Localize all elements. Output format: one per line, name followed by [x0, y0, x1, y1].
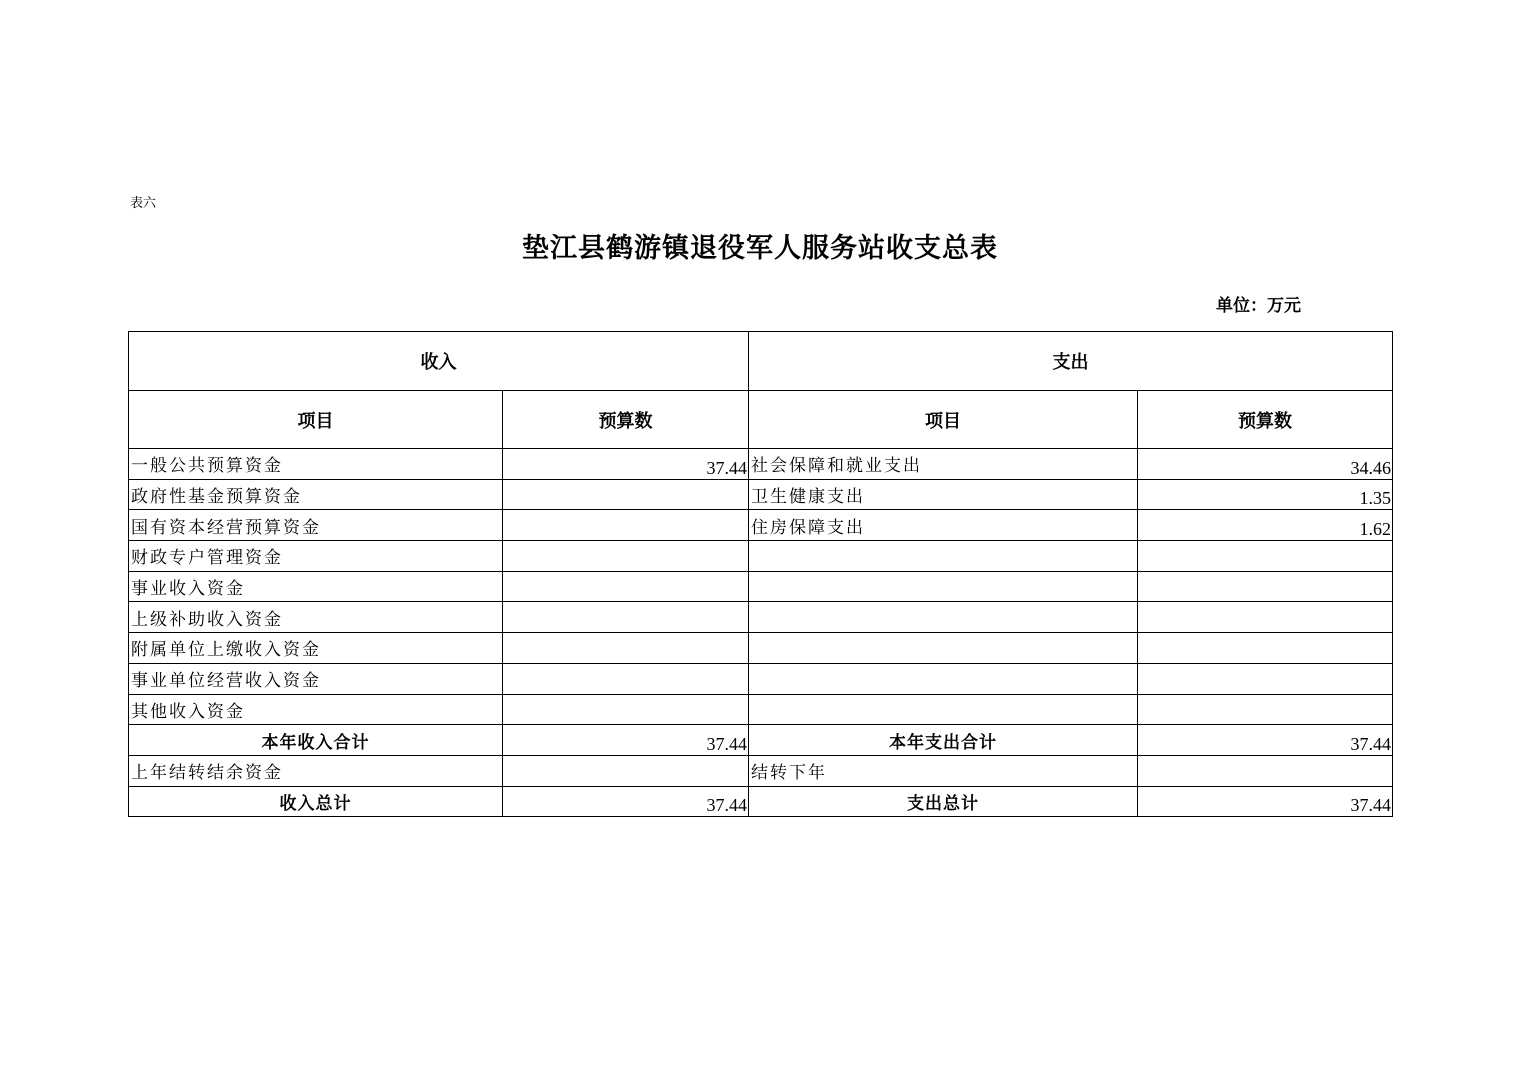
- section-header-row: [129, 332, 1393, 391]
- income-budget-column-header: 预算数: [503, 391, 749, 449]
- table-row: [129, 694, 1393, 725]
- expense-item-cell: [749, 694, 1138, 725]
- income-item-cell: 其他收入资金: [129, 694, 503, 725]
- income-item-cell: 国有资本经营预算资金: [129, 510, 503, 541]
- expense-budget-column-header: 预算数: [1138, 391, 1393, 449]
- income-budget-cell: [503, 571, 749, 602]
- table-row: [129, 571, 1393, 602]
- unit-label: 单位：万元: [1216, 296, 1301, 316]
- carryover-row-income-label: 上年结转结余资金: [129, 755, 503, 786]
- carryover-row-income-value: [503, 755, 749, 786]
- income-budget-cell: [503, 602, 749, 633]
- income-item-cell: 一般公共预算资金: [129, 449, 503, 480]
- income-item-cell: 上级补助收入资金: [129, 602, 503, 633]
- year-total-row: [129, 725, 1393, 756]
- year-total-row-expense-value: 37.44: [1138, 725, 1393, 756]
- income-item-cell: 事业收入资金: [129, 571, 503, 602]
- income-item-cell: 附属单位上缴收入资金: [129, 633, 503, 664]
- expense-item-cell: 住房保障支出: [749, 510, 1138, 541]
- table-row: [129, 602, 1393, 633]
- expense-budget-cell: 1.62: [1138, 510, 1393, 541]
- income-section-header: 收入: [129, 332, 749, 391]
- grand-total-row-income-label: 收入总计: [129, 786, 503, 817]
- grand-total-row-expense-value: 37.44: [1138, 786, 1393, 817]
- income-item-cell: 政府性基金预算资金: [129, 479, 503, 510]
- carryover-row-expense-value: [1138, 755, 1393, 786]
- expense-item-cell: [749, 633, 1138, 664]
- expense-budget-cell: [1138, 571, 1393, 602]
- expense-item-cell: 卫生健康支出: [749, 479, 1138, 510]
- table-number: 表六: [130, 196, 157, 211]
- income-item-cell: 事业单位经营收入资金: [129, 663, 503, 694]
- expense-item-cell: [749, 602, 1138, 633]
- carryover-row: [129, 755, 1393, 786]
- table-row: [129, 479, 1393, 510]
- table-row: [129, 449, 1393, 480]
- income-budget-cell: 37.44: [503, 449, 749, 480]
- income-budget-cell: [503, 510, 749, 541]
- column-header-row: [129, 391, 1393, 449]
- carryover-row-expense-label: 结转下年: [749, 755, 1138, 786]
- table-row: [129, 663, 1393, 694]
- page-title: 垫江县鹤游镇退役军人服务站收支总表: [522, 233, 998, 264]
- year-total-row-expense-label: 本年支出合计: [749, 725, 1138, 756]
- expense-budget-cell: 1.35: [1138, 479, 1393, 510]
- expense-item-cell: [749, 571, 1138, 602]
- expense-budget-cell: [1138, 602, 1393, 633]
- budget-summary-table: [128, 331, 1393, 817]
- expense-budget-cell: [1138, 541, 1393, 572]
- income-budget-cell: [503, 663, 749, 694]
- year-total-row-income-value: 37.44: [503, 725, 749, 756]
- income-budget-cell: [503, 694, 749, 725]
- income-budget-cell: [503, 479, 749, 510]
- year-total-row-income-label: 本年收入合计: [129, 725, 503, 756]
- income-budget-cell: [503, 633, 749, 664]
- expense-budget-cell: [1138, 633, 1393, 664]
- expense-budget-cell: 34.46: [1138, 449, 1393, 480]
- grand-total-row-expense-label: 支出总计: [749, 786, 1138, 817]
- income-item-cell: 财政专户管理资金: [129, 541, 503, 572]
- expense-item-column-header: 项目: [749, 391, 1138, 449]
- expense-budget-cell: [1138, 694, 1393, 725]
- table-body: [129, 332, 1393, 817]
- grand-total-row-income-value: 37.44: [503, 786, 749, 817]
- expense-item-cell: 社会保障和就业支出: [749, 449, 1138, 480]
- table-row: [129, 541, 1393, 572]
- expense-budget-cell: [1138, 663, 1393, 694]
- expense-section-header: 支出: [749, 332, 1393, 391]
- income-item-column-header: 项目: [129, 391, 503, 449]
- expense-item-cell: [749, 541, 1138, 572]
- income-budget-cell: [503, 541, 749, 572]
- table-row: [129, 633, 1393, 664]
- table-row: [129, 510, 1393, 541]
- expense-item-cell: [749, 663, 1138, 694]
- grand-total-row: [129, 786, 1393, 817]
